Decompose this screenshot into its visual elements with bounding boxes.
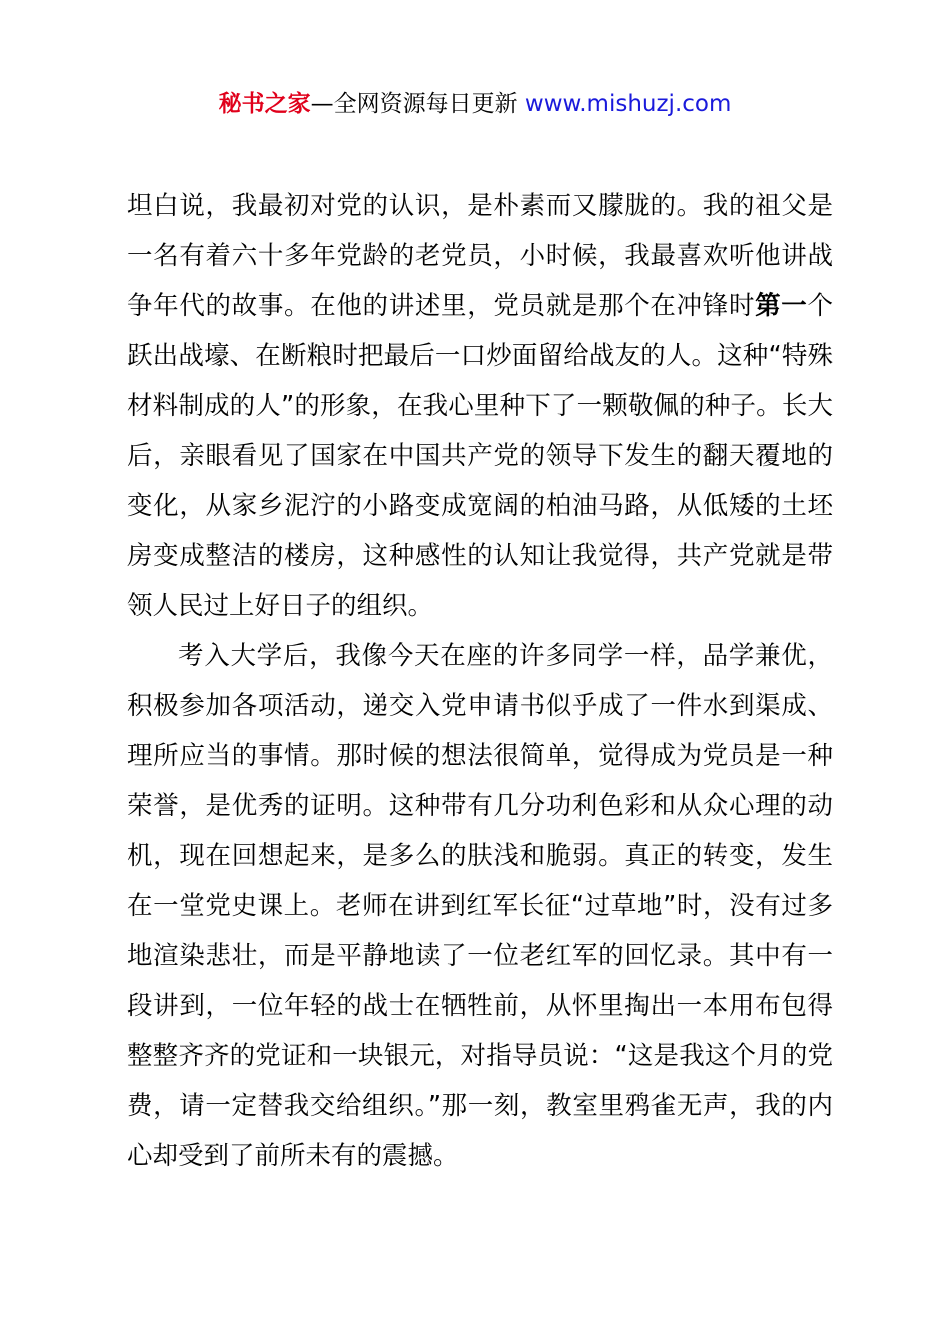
page-header: [0, 88, 950, 120]
paragraph-1-text-a: 坦白说，我最初对党的认识，是朴素而又朦胧的。我的祖父是一名有着六十多年党龄的老党员，小时候，我最喜欢听他讲战争年代的故事。在他的讲述里，党员就是那个在冲锋时: [127, 191, 833, 321]
brand-name: 秘书之家: [218, 91, 311, 117]
paragraph-1-text-b: 个跃出战壕、在断粮时把最后一口炒面留给战友的人。这种“特殊材料制成的人”的形象，在我心里种下了一颗敬佩的种子。长大后，亲眼看见了国家在中国共产党的领导下发生的翻天覆地的变化，从家乡泥泞的小路变成宽阔的柏油马路，从低矮的土坯房变成整洁的楼房，这种感性的认知让我觉得，共产党就是带领人民过上好日子的组织。: [127, 291, 833, 621]
paragraph-1-bold-text: 第一: [755, 291, 808, 321]
paragraph-2: 考入大学后，我像今天在座的许多同学一样，品学兼优，积极参加各项活动，递交入党申请书似乎成了一件水到渠成、理所应当的事情。那时候的想法很简单，觉得成为党员是一种荣誉，是优秀的证明。这种带有几分功利色彩和从众心理的动机，现在回想起来，是多么的肤浅和脆弱。真正的转变，发生在一堂党史课上。老师在讲到红军长征“过草地”时，没有过多地渲染悲壮，而是平静地读了一位老红军的回忆录。其中有一段讲到，一位年轻的战士在牺牲前，从怀里掏出一本用布包得整整齐齐的党证和一块银元，对指导员说：“这是我这个月的党费，请一定替我交给组织。”那一刻，教室里鸦雀无声，我的内心却受到了前所未有的震撼。: [127, 641, 833, 1171]
paragraph-1: [127, 181, 833, 631]
header-slogan: —全网资源每日更新: [310, 91, 525, 117]
document-body: [127, 181, 833, 1181]
website-link[interactable]: www.mishuzj.com: [524, 91, 732, 117]
